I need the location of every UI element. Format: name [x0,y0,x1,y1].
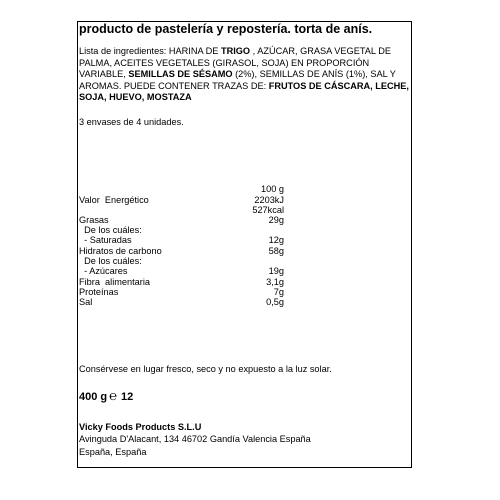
ingredient-allergen: FRUTOS DE CÁSCARA, LECHE, SOJA, HUEVO, MOSTAZA [79,80,409,102]
net-weight-row [79,389,133,404]
nutrition-label: Hidratos de carbono [79,246,162,256]
nutrition-value: 29g [268,215,284,225]
product-title: producto de pastelería y repostería. torta de anís. [79,22,373,36]
nutrition-label: - Azúcares [79,266,128,276]
nutrition-per: 100 g [261,184,284,194]
nutrition-value: 58g [268,246,284,256]
nutrition-value: 0,5g [266,297,284,307]
ingredients-list [79,46,409,104]
nutrition-label: Sal [79,297,93,307]
nutrition-value: 12g [268,235,284,245]
ingredient-allergen: SEMILLAS DE SÉSAMO [128,69,233,79]
storage-text: Consérvese en lugar fresco, seco y no expuesto a la luz solar. [79,364,332,374]
estimated-sign-icon: ℮ [109,388,117,403]
nutrition-label: De los cuáles: [79,256,142,266]
company-origin: España, España [79,447,147,457]
nutrition-value: 527kcal [252,205,284,215]
nutrition-value: 19g [268,266,284,276]
ingredient-text: , AZÚCAR, GRASA VEGETAL DE PALMA, ACEITES VEGETALES (GIRASOL, SOJA) EN PROPORCIÓN VARIABLE, [79,46,391,79]
ingredient-text: (2%), SEMILLAS DE ANÍS (1%), SAL Y AROMAS. PUEDE CONTENER TRAZAS DE: [79,69,396,91]
unit-count: 12 [120,391,134,403]
nutrition-label: Valor Energético [79,195,149,205]
nutrition-label: Fibra alimentaria [79,277,150,287]
nutrition-label: Grasas [79,215,109,225]
nutrition-value: 3,1g [266,277,284,287]
ingredient-allergen: TRIGO [220,46,251,56]
company-address: Avinguda D'Alacant, 134 46702 Gandía Valencia España [79,434,311,444]
nutrition-label: - Saturadas [79,235,132,245]
company-name: Vicky Foods Products S.L.U [79,422,202,432]
nutrition-value: 2203kJ [254,195,284,205]
nutrition-label: Proteínas [79,287,119,297]
net-weight: 400 g [79,391,108,403]
packaging-text: 3 envases de 4 unidades. [79,117,184,127]
nutrition-label: De los cuáles: [79,225,142,235]
ingredient-text: Lista de ingredientes: HARINA DE [79,46,221,56]
nutrition-value: 7g [273,287,284,297]
